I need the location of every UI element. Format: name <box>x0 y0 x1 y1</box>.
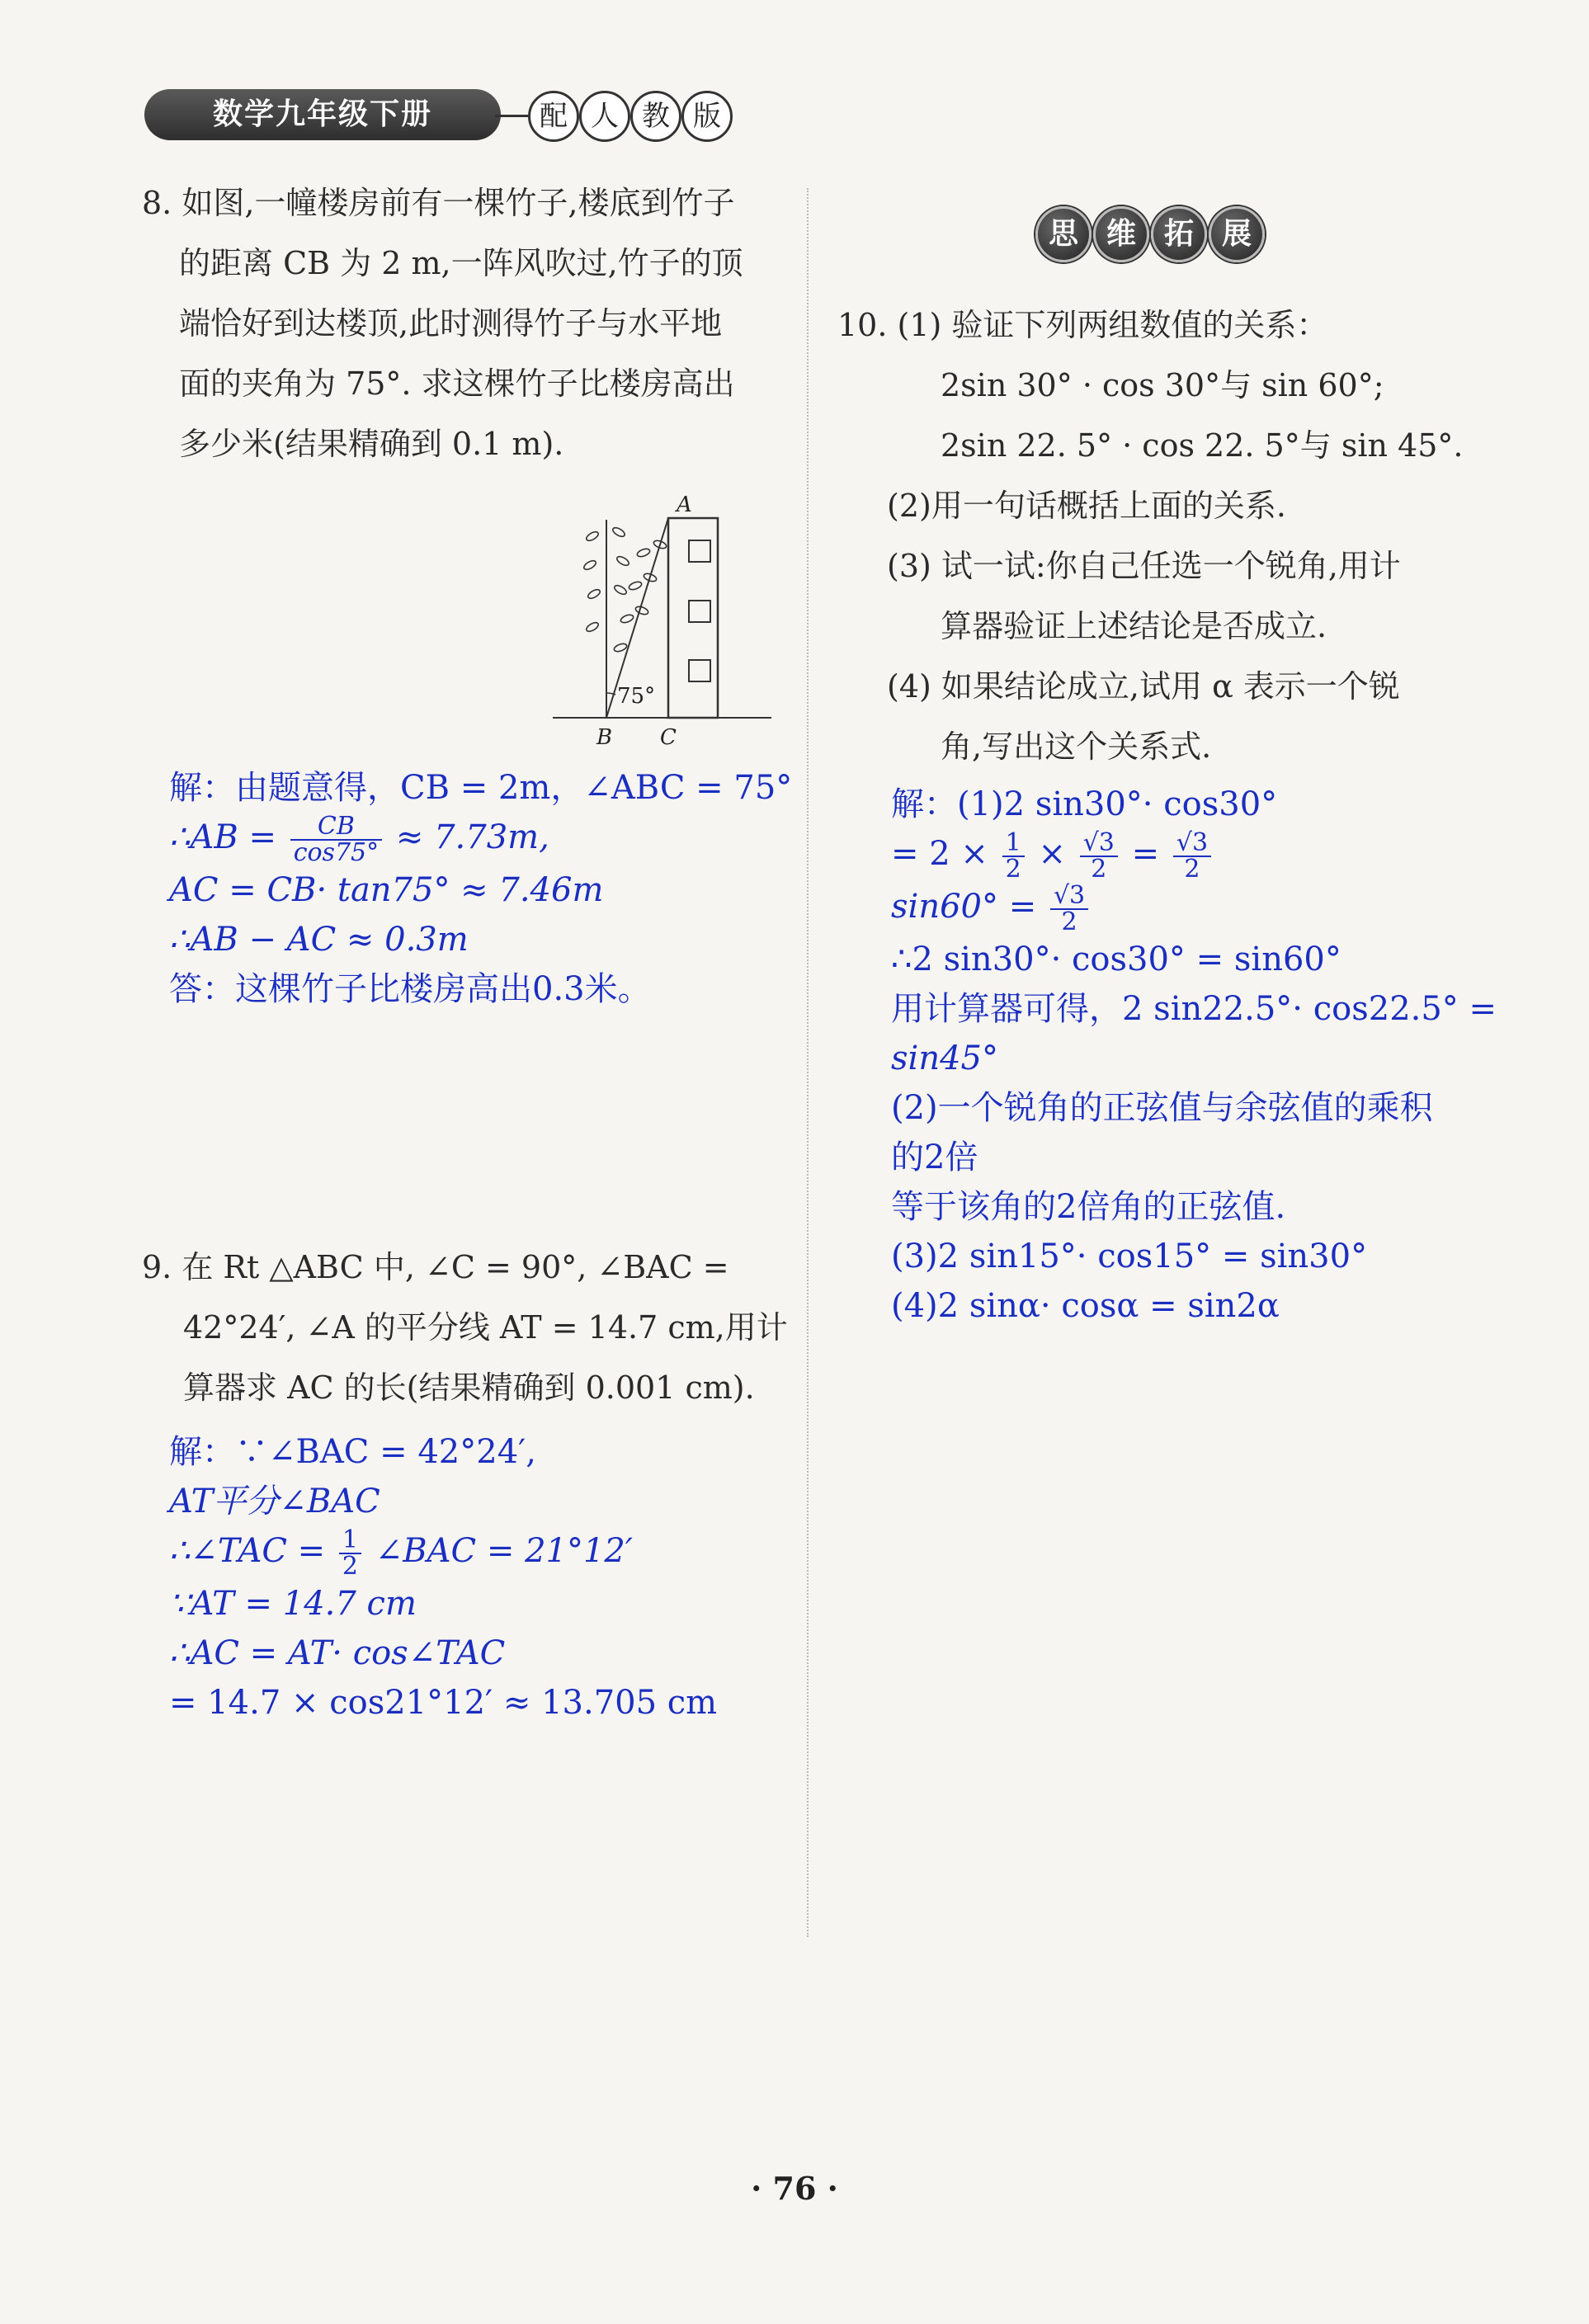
point-a-label: A <box>677 493 692 517</box>
fraction-numerator: √3 <box>1173 831 1211 857</box>
q9-tac-result: ∠BAC = 21°12′ <box>375 1532 633 1570</box>
q8-answer-line: AC = CB· tan75° ≈ 7.46m <box>169 871 604 909</box>
q9-line: 9. 在 Rt △ABC 中, ∠C = 90°, ∠BAC = <box>142 1249 729 1285</box>
q10-answer-line: (2)一个锐角的正弦值与余弦值的乘积 <box>891 1089 1433 1127</box>
point-c-label: C <box>660 725 677 750</box>
fraction-numerator: √3 <box>1050 884 1088 910</box>
fraction-numerator: √3 <box>1080 831 1118 857</box>
q10-answer-line <box>891 882 1568 935</box>
fraction-denominator: cos75° <box>293 838 380 867</box>
q8-line: 多少米(结果精确到 0.1 m). <box>179 426 564 462</box>
q8-answer-line <box>169 813 796 865</box>
q8-line: 面的夹角为 75°. 求这棵竹子比楼房高出 <box>179 365 735 402</box>
expr-part: = 2 × <box>891 835 988 873</box>
q10-answer-line: 用计算器可得，2 sin22.5°· cos22.5° = <box>891 990 1497 1028</box>
q8-line: 的距离 CB 为 2 m,一阵风吹过,竹子的顶 <box>179 245 743 281</box>
book-title-pill: 数学九年级下册 <box>144 89 501 140</box>
ext-badge-si: 思 <box>1035 206 1092 262</box>
q8-ab-result: ≈ 7.73m, <box>395 818 549 856</box>
badge-jiao: 教 <box>630 91 681 142</box>
q8-line: 端恰好到达楼顶,此时测得竹子与水平地 <box>179 305 723 342</box>
q8-ab-expr: ∴AB = <box>169 818 276 856</box>
q9-answer-line <box>169 1526 796 1579</box>
page-number: · 76 · <box>751 2170 838 2207</box>
ext-badge-tuo: 拓 <box>1151 206 1207 262</box>
point-b-label: B <box>596 725 613 750</box>
q10-answer <box>891 780 1568 1331</box>
fraction-denominator: 2 <box>1091 855 1107 884</box>
ext-badge-wei: 维 <box>1093 206 1149 262</box>
q9-answer-line: = 14.7 × cos21°12′ ≈ 13.705 cm <box>169 1684 718 1722</box>
q10-answer-line: (3)2 sin15°· cos15° = sin30° <box>891 1237 1368 1275</box>
q9-answer-line: ∴AC = AT· cos∠TAC <box>169 1634 506 1672</box>
q10-answer-line: 解：(1)2 sin30°· cos30° <box>891 785 1278 823</box>
q9-answer-line: 解：∵∠BAC = 42°24′, <box>169 1433 536 1471</box>
badge-ban: 版 <box>681 91 733 142</box>
q10-line: 2sin 22. 5° · cos 22. 5°与 sin 45°. <box>941 427 1464 464</box>
question-8 <box>142 173 794 474</box>
header-connector <box>495 115 528 117</box>
column-divider <box>807 188 809 1937</box>
q10-line: (4) 如果结论成立,试用 α 表示一个锐 <box>887 668 1400 705</box>
angle-label: 75° <box>617 684 656 709</box>
q9-tac-expr: ∴∠TAC = <box>169 1532 326 1570</box>
q10-line: 算器验证上述结论是否成立. <box>941 608 1327 644</box>
q10-answer-line: sin45° <box>891 1039 998 1077</box>
q8-answer <box>169 763 796 1014</box>
q10-line: 角,写出这个关系式. <box>941 728 1212 765</box>
badge-ren: 人 <box>579 91 630 142</box>
q10-line: (3) 试一试:你自己任选一个锐角,用计 <box>887 548 1401 584</box>
fraction <box>1080 828 1118 884</box>
q8-answer-line: 答：这棵竹子比楼房高出0.3米。 <box>169 970 651 1008</box>
q8-line: 8. 如图,一幢楼房前有一棵竹子,楼底到竹子 <box>142 185 735 221</box>
fraction <box>1002 828 1025 884</box>
fraction-denominator: 2 <box>1184 855 1200 884</box>
badge-pei: 配 <box>528 91 579 142</box>
question-10 <box>837 295 1563 777</box>
q10-answer-line: 等于该角的2倍角的正弦值. <box>891 1188 1286 1226</box>
ext-badge-zhan: 展 <box>1209 206 1265 262</box>
fraction-denominator: 2 <box>1061 907 1077 936</box>
q10-answer-line: (4)2 sinα· cosα = sin2α <box>891 1287 1280 1325</box>
fraction-numerator: 1 <box>1002 831 1025 857</box>
q9-line: 42°24′, ∠A 的平分线 AT = 14.7 cm,用计 <box>183 1309 788 1346</box>
q10-line: 2sin 30° · cos 30°与 sin 60°; <box>941 367 1384 403</box>
expr-part: = <box>1131 835 1160 873</box>
q10-line: (2)用一句话概括上面的关系. <box>887 488 1286 524</box>
expr-part: × <box>1038 835 1066 873</box>
fraction-numerator: CB <box>290 814 382 841</box>
fraction <box>339 1525 361 1581</box>
q10-answer-line <box>891 829 1568 882</box>
q9-line: 算器求 AC 的长(结果精确到 0.001 cm). <box>183 1369 755 1406</box>
q9-answer-line: AT平分∠BAC <box>169 1483 380 1520</box>
fraction-denominator: 2 <box>342 1552 358 1581</box>
q9-answer <box>169 1427 796 1728</box>
fraction <box>1173 828 1211 884</box>
fraction-numerator: 1 <box>339 1528 361 1554</box>
q8-answer-line: 解：由题意得，CB = 2m，∠ABC = 75° <box>169 769 793 807</box>
q10-answer-line: 的2倍 <box>891 1138 978 1176</box>
q10-line: 10. (1) 验证下列两组数值的关系： <box>837 307 1328 343</box>
q8-answer-line: ∴AB − AC ≈ 0.3m <box>169 921 469 959</box>
q10-answer-line: ∴2 sin30°· cos30° = sin60° <box>891 940 1341 978</box>
question-9 <box>142 1237 794 1418</box>
fraction-denominator: 2 <box>1005 855 1021 884</box>
expr-part: sin60° = <box>891 888 1037 926</box>
bamboo-building-figure <box>545 487 784 759</box>
fraction <box>290 814 382 865</box>
q9-answer-line: ∵AT = 14.7 cm <box>169 1585 417 1623</box>
fraction <box>1050 881 1088 936</box>
